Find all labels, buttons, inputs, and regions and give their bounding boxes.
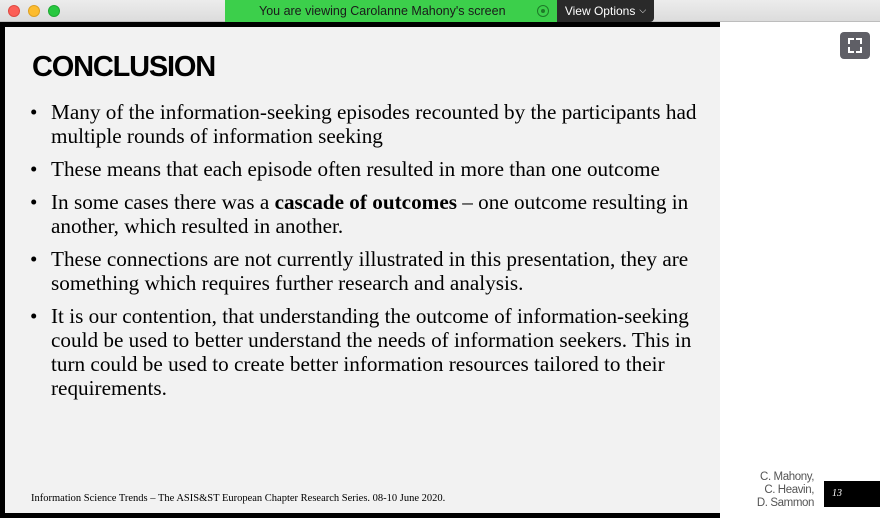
chevron-down-icon: ⌵ xyxy=(639,4,647,15)
slide-title: CONCLUSION xyxy=(32,51,215,83)
screen-share-banner xyxy=(225,0,557,22)
fullscreen-icon xyxy=(840,32,870,59)
bullet-item: • These connections are not currently illustrated in this presentation, they are something which requires further research and analysis. xyxy=(30,247,698,295)
bullet-bold-text: cascade of outcomes xyxy=(274,190,457,214)
maximize-window-button[interactable] xyxy=(48,5,60,17)
bullet-item: • Many of the information-seeking episodes recounted by the participants had multiple rounds of information seeking xyxy=(30,100,698,148)
author-name: D. Sammon xyxy=(756,497,814,509)
author-name: C. Mahony, xyxy=(760,471,814,483)
view-options-label: View Options xyxy=(564,4,636,18)
slide-footer: Information Science Trends – The ASIS&ST European Chapter Research Series. 08-10 June 2020. xyxy=(31,493,446,504)
bullet-text: – one outcome resulting in another, which resulted in another. xyxy=(51,190,689,238)
page-number-text: 13 xyxy=(832,488,842,499)
fullscreen-button[interactable] xyxy=(840,32,870,59)
shared-screen xyxy=(0,22,720,518)
slide-authors xyxy=(728,471,814,510)
presentation-slide xyxy=(5,27,720,513)
close-window-button[interactable] xyxy=(8,5,20,17)
slide-page-number xyxy=(824,481,880,507)
right-panel xyxy=(720,22,880,518)
bullet-list xyxy=(30,100,698,409)
author-name: C. Heavin, xyxy=(764,484,814,496)
view-options-button[interactable] xyxy=(557,0,654,22)
share-status-icon[interactable] xyxy=(537,5,549,17)
bullet-item: • It is our contention, that understanding the outcome of information-seeking could be used to better understand the needs of information seekers. This in turn could be used to create better information resources tailored to their requirements. xyxy=(30,304,698,400)
bullet-item xyxy=(30,190,698,238)
share-banner-text: You are viewing Carolanne Mahony's screen xyxy=(259,4,506,18)
minimize-window-button[interactable] xyxy=(28,5,40,17)
bullet-item: • These means that each episode often resulted in more than one outcome xyxy=(30,157,698,181)
bullet-text: In some cases there was a xyxy=(51,190,275,214)
